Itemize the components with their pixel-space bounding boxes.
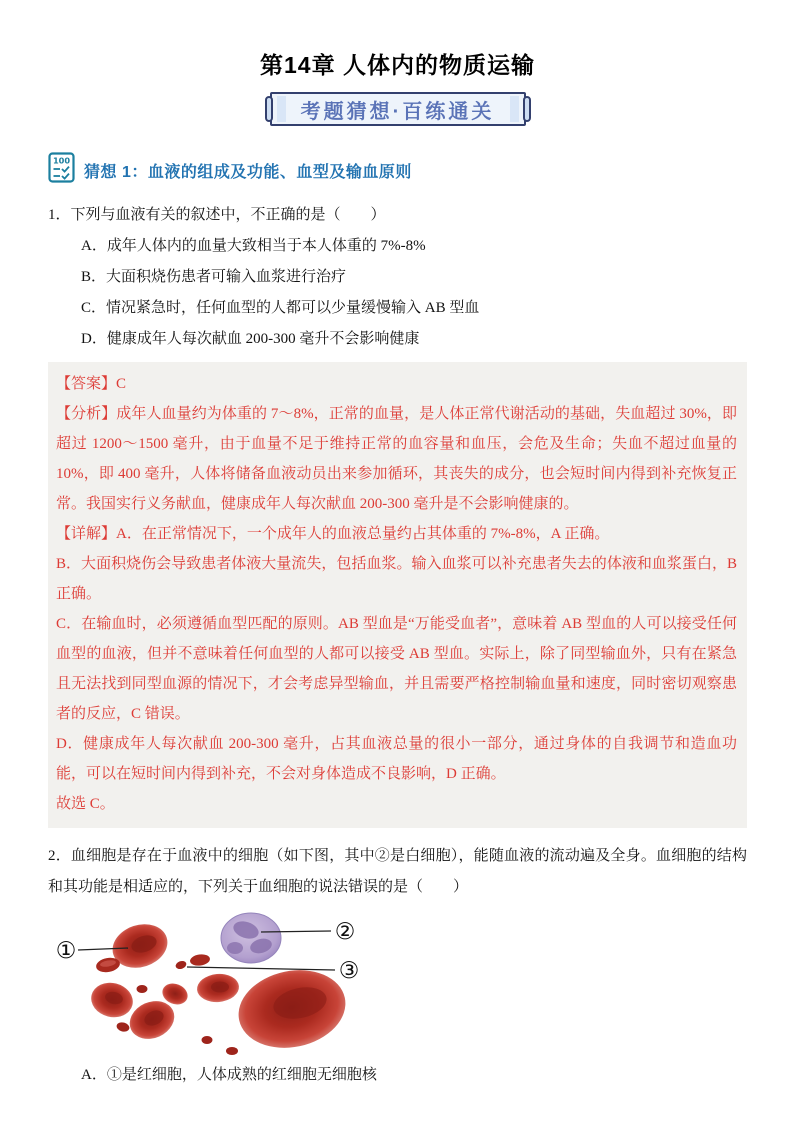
banner-row (48, 92, 747, 126)
page-title: 第14章 人体内的物质运输 (260, 52, 535, 78)
label-line-3 (187, 967, 335, 970)
answer-block (48, 362, 747, 828)
answer-label: 【答案】C (56, 376, 127, 392)
banner-title: 考题猜想·百练通关 (300, 100, 495, 123)
platelet (202, 1036, 213, 1044)
banner-right-cap (523, 96, 531, 122)
question-1-options (81, 231, 747, 355)
section-header (48, 152, 747, 188)
question-2 (48, 841, 747, 1091)
platelet (116, 1021, 131, 1033)
banner-left-strip (277, 96, 286, 122)
detail-paragraph-b: B．大面积烧伤会导致患者体液大量流失，包括血浆。输入血浆可以补充患者失去的体液和血浆蛋白，B 正确。 (56, 556, 737, 602)
red-blood-cell (231, 961, 352, 1055)
detail-paragraph-a: 【详解】A．在正常情况下，一个成年人的血液总量约占其体重的 7%-8%，A 正确。 (56, 526, 610, 542)
option-b: B．大面积烧伤患者可输入血浆进行治疗 (81, 269, 347, 285)
detail-paragraph-c: C．在输血时，必须遵循血型匹配的原则。AB 型血是“万能受血者”，意味着 AB 型血的人可以接受任何血型的血液，但并不意味着任何血型的人都可以接受 AB 型血。实际上，除了同型输血外，只有在紧急且无法找到同型血源的情况下，才会考虑异型输血，并且需要严格控制输血量和速度，同时密切观察患者的反应，C 错误。 (56, 616, 737, 722)
banner-left-cap (265, 96, 273, 122)
section-title: 猜想 1：血液的组成及功能、血型及输血原则 (84, 163, 412, 181)
option-c: C．情况紧急时，任何血型的人都可以少量缓慢输入 AB 型血 (81, 300, 480, 316)
question-2-option-a: A．①是红细胞，人体成熟的红细胞无细胞核 (81, 1067, 377, 1083)
red-blood-cell (88, 978, 137, 1021)
option-d: D．健康成年人每次献血 200-300 毫升不会影响健康 (81, 331, 420, 347)
blood-cells-figure (48, 910, 747, 1060)
banner-right-strip (510, 96, 519, 122)
detail-paragraph-d: D．健康成年人每次献血 200-300 毫升，占其血液总量的很小一部分，通过身体的自我调节和造血功能，可以在短时间内得到补充，不会对身体造成不良影响，D 正确。 (56, 736, 737, 782)
question-2-stem: 2．血细胞是存在于血液中的细胞（如下图，其中②是白细胞），能随血液的流动遍及全身。血细胞的结构和其功能是相适应的，下列关于血细胞的说法错误的是（ ） (48, 848, 747, 895)
option-a: A．成年人体内的血量大致相当于本人体重的 7%-8% (81, 238, 426, 254)
question-1-stem: 1．下列与血液有关的叙述中，不正确的是（ ） (48, 207, 386, 223)
question-1 (48, 200, 747, 355)
figure-label-2: ② (334, 919, 356, 945)
platelet (137, 985, 148, 993)
red-blood-cell (189, 953, 210, 967)
analysis-text: 【分析】成年人血量约为体重的 7～8%，正常的血量，是人体正常代谢活动的基础，失血超过 30%，即超过 1200～1500 毫升，由于血量不足于维持正常的血容量和血压，会危及生命；失血不超过血量的 10%，即 400 毫升，人体将储备血液动员出来参加循环，其丧失的成分，也会短时间内得到补充恢复正常。我国实行义务献血，健康成年人每次献血 200-300 毫升是不会影响健康的。 (56, 406, 737, 512)
platelet (175, 960, 188, 971)
conclusion-text: 故选 C。 (56, 796, 115, 812)
figure-label-3: ③ (338, 958, 360, 984)
platelet (226, 1047, 238, 1055)
svg-text:100: 100 (52, 155, 71, 166)
white-blood-cell (221, 913, 281, 963)
figure-label-1: ① (55, 938, 77, 964)
checklist-100-icon (48, 152, 75, 188)
red-blood-cell (196, 972, 240, 1004)
banner (270, 92, 526, 126)
